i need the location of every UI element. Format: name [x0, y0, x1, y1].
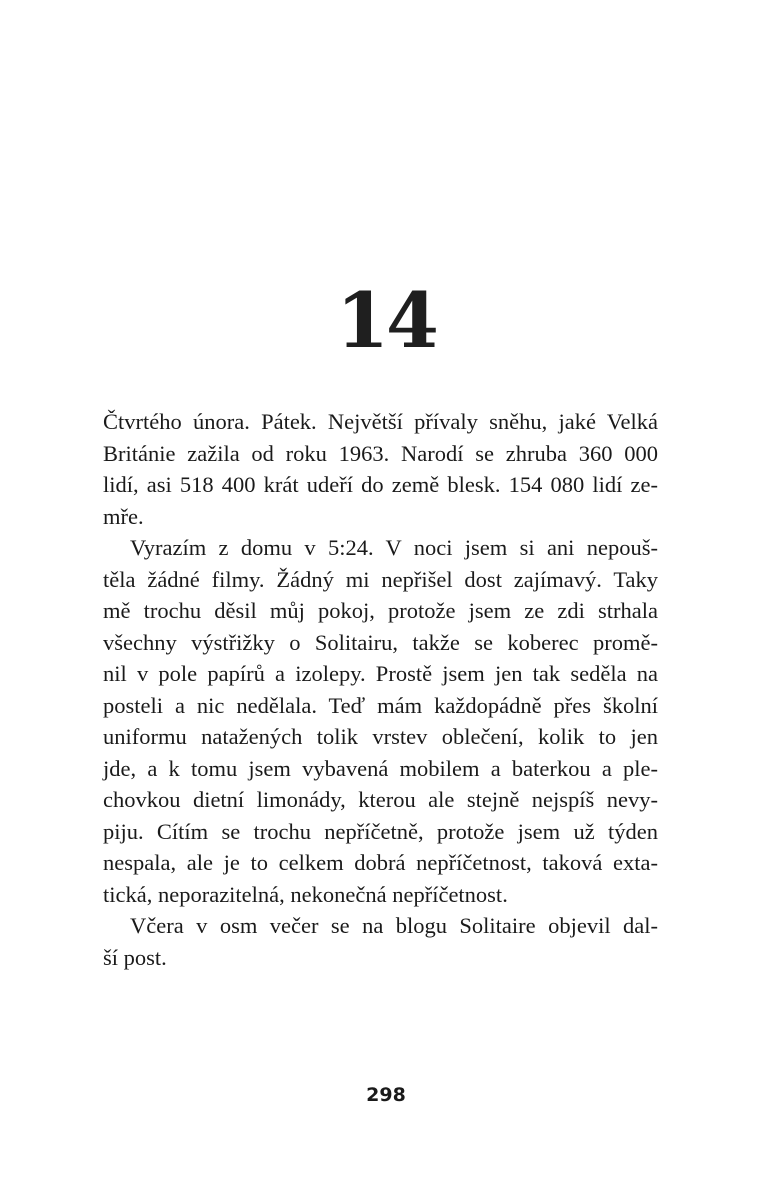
text-line: mře. [103, 503, 144, 529]
body-text [103, 406, 658, 973]
text-line: těla žádné filmy. Žádný mi nepřišel dost zajímavý. Taky [103, 566, 658, 592]
text-line: nespala, ale je to celkem dobrá nepříčetnost, taková exta- [103, 850, 658, 875]
text-line: mě trochu děsil můj pokoj, protože jsem ze zdi strhala [103, 598, 658, 623]
text-line: jde, a k tomu jsem vybavená mobilem a baterkou a ple- [103, 755, 658, 781]
text-line: Včera v osm večer se na blogu Solitaire objevil dal- [130, 913, 658, 938]
text-line: Vyrazím z domu v 5:24. V noci jsem si ani nepouš- [130, 535, 658, 560]
text-line: Čtvrtého února. Pátek. Největší přívaly sněhu, jaké Velká [103, 409, 658, 434]
text-line: všechny výstřižky o Solitairu, takže se koberec promě- [103, 629, 658, 655]
text-line: chovkou dietní limonády, kterou ale stejně nejspíš nevy- [103, 787, 658, 812]
text-line: tická, neporazitelná, nekonečná nepříčetnost. [103, 881, 508, 907]
page-number: 298 [366, 1084, 406, 1106]
text-line: uniformu natažených tolik vrstev oblečení, kolik to jen [103, 724, 658, 749]
text-line: ší post. [103, 944, 167, 970]
text-line: Británie zažila od roku 1963. Narodí se zhruba 360 000 [103, 440, 658, 466]
text-line: nil v pole papírů a izolepy. Prostě jsem jen tak seděla na [103, 661, 658, 686]
text-line: lidí, asi 518 400 krát udeří do země blesk. 154 080 lidí ze- [103, 472, 658, 497]
text-line: posteli a nic nedělala. Teď mám každopádně přes školní [103, 692, 658, 718]
chapter-number: 14 [336, 276, 436, 365]
text-line: piju. Cítím se trochu nepříčetně, protože jsem už týden [103, 818, 658, 844]
